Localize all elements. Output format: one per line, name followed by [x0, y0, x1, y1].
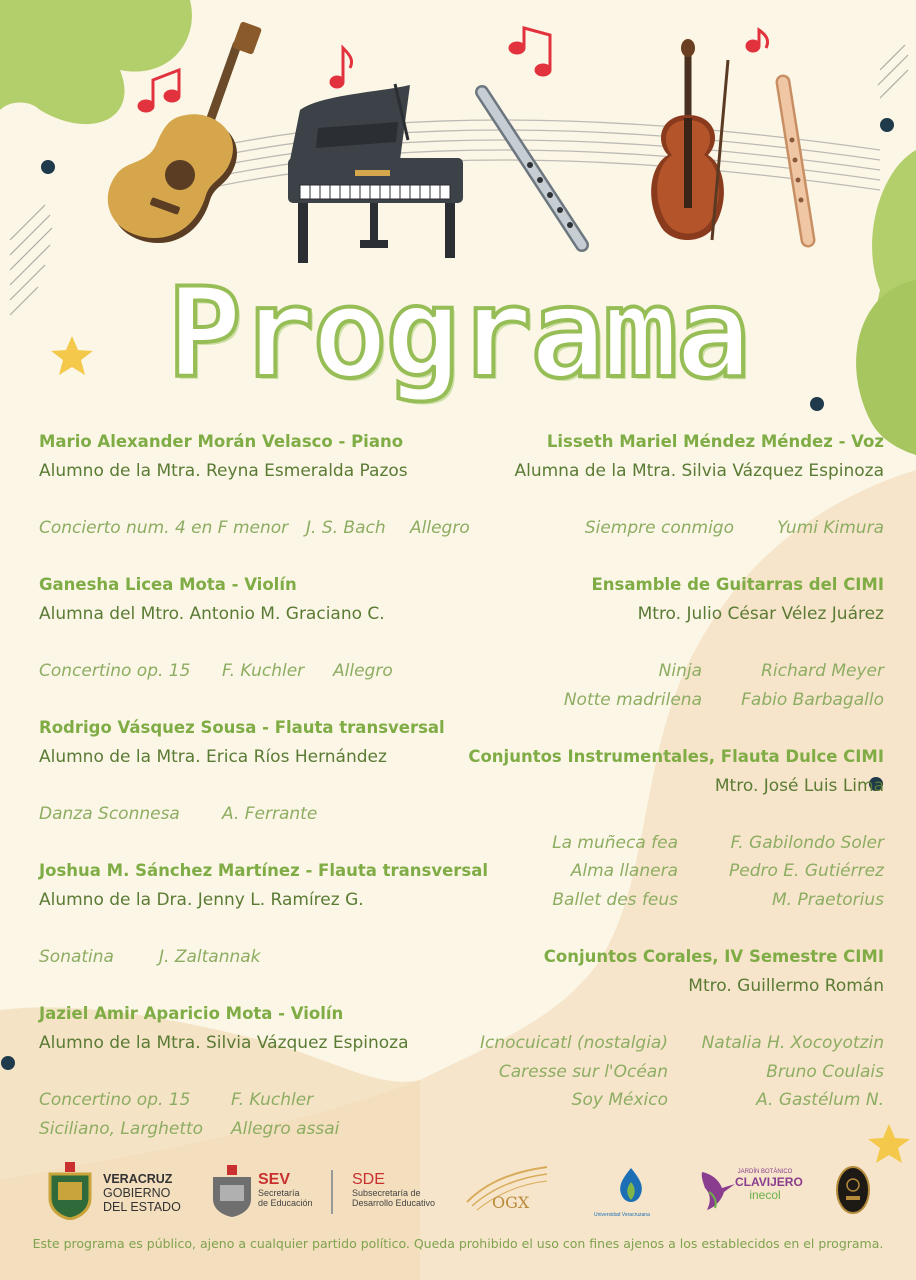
piece-movement: Allegro assai [231, 1119, 340, 1139]
recorder-icon [783, 82, 808, 240]
teacher-line: Alumna de la Mtra. Silvia Vázquez Espinoza [514, 461, 884, 481]
piece-composer: F. Gabilondo Soler [730, 833, 884, 853]
teacher-line: Alumno de la Mtra. Erica Ríos Hernández [39, 747, 387, 767]
performer-name: Mario Alexander Morán Velasco - Piano [39, 432, 404, 451]
sde-logo-text [352, 1172, 435, 1208]
teacher-line: Mtro. Julio César Vélez Juárez [637, 604, 884, 624]
sev-shield-icon [210, 1165, 254, 1217]
piano-icon [288, 84, 463, 263]
logo-divider [331, 1170, 333, 1214]
logo-line: DEL ESTADO [103, 1200, 181, 1214]
piece-composer: Natalia H. Xocoyotzin [701, 1033, 884, 1053]
piece-title: Siciliano, Larghetto [39, 1119, 204, 1139]
logo-line: VERACRUZ [103, 1172, 173, 1186]
performer-name: Joshua M. Sánchez Martínez - Flauta transversal [39, 861, 489, 880]
piece-title: La muñeca fea [552, 833, 678, 853]
piece-title: Danza Sconnesa [39, 804, 180, 824]
piece-composer: M. Praetorius [771, 890, 884, 910]
clavijero-logo-text [735, 1168, 803, 1202]
logo-line: CLAVIJERO [735, 1175, 803, 1189]
piece-title: Alma llanera [570, 861, 678, 881]
medallion-logo-icon [836, 1166, 870, 1214]
flute-icon [482, 92, 582, 245]
piece-composer: F. Kuchler [222, 661, 305, 681]
performer-name: Ganesha Licea Mota - Violín [39, 575, 297, 594]
logo-line: de Educación [258, 1198, 313, 1208]
teacher-line: Alumno de la Mtra. Silvia Vázquez Espinoza [39, 1033, 409, 1053]
piece-title: Notte madrilena [563, 690, 702, 710]
piece-composer: A. Gastélum N. [756, 1090, 884, 1110]
performer-name: Rodrigo Vásquez Sousa - Flauta transversal [39, 718, 445, 737]
performer-name: Lisseth Mariel Méndez Méndez - Voz [546, 432, 884, 451]
piece-composer: F. Kuchler [231, 1090, 314, 1110]
sev-logo-text [258, 1172, 313, 1208]
teacher-line: Mtro. Guillermo Román [688, 976, 884, 996]
performer-name: Jaziel Amir Aparicio Mota - Violín [39, 1004, 344, 1023]
piece-composer: Fabio Barbagallo [741, 690, 884, 710]
logo-line: Desarrollo Educativo [352, 1198, 436, 1208]
piece-title: Soy México [571, 1090, 668, 1110]
piece-composer: A. Ferrante [222, 804, 318, 824]
piece-composer: J. Zaltannak [159, 947, 261, 967]
logo-line: Subsecretaría de [352, 1188, 421, 1198]
page-title: Programa [167, 262, 749, 406]
teacher-line: Alumno de la Mtra. Reyna Esmeralda Pazos [39, 461, 408, 481]
piece-title: Caresse sur l'Océan [498, 1062, 668, 1082]
uv-logo-text: Universidad Veracruzana [594, 1212, 650, 1218]
performer-name: Ensamble de Guitarras del CIMI [591, 575, 884, 594]
uv-flame-icon [612, 1166, 650, 1208]
logo-line: SDE [352, 1171, 385, 1188]
piece-movement: Allegro [410, 518, 470, 538]
logo-line: JARDÍN BOTÁNICO [737, 1169, 793, 1175]
piece-title: Siempre conmigo [584, 518, 734, 538]
piece-composer: Bruno Coulais [766, 1062, 884, 1082]
logo-line: GOBIERNO [103, 1186, 171, 1200]
teacher-line: Alumna del Mtro. Antonio M. Graciano C. [39, 604, 385, 624]
piece-title: Concertino op. 15 [39, 1090, 191, 1110]
logo-line: inecol [749, 1188, 781, 1202]
footer-disclaimer: Este programa es público, ajeno a cualquier partido político. Queda prohibido el uso con fines ajenos a los establecidos en el programa. [32, 1236, 884, 1251]
performer-name: Conjuntos Corales, IV Semestre CIMI [543, 947, 884, 966]
piece-title: Concierto num. 4 en F menor [39, 518, 289, 538]
ogx-logo-text: OGX [492, 1193, 530, 1212]
dot [1, 1056, 15, 1070]
veracruz-shield-icon [45, 1160, 95, 1220]
instruments-illustration [0, 0, 916, 280]
teacher-line: Alumno de la Dra. Jenny L. Ramírez G. [39, 890, 364, 910]
logo-line: SEV [258, 1171, 291, 1188]
piece-title: Ballet des feus [552, 890, 678, 910]
teacher-line: Mtro. José Luis Lima [714, 776, 884, 796]
logo-line: Secretaría [258, 1188, 300, 1198]
piece-title: Concertino op. 15 [39, 661, 191, 681]
performer-name: Conjuntos Instrumentales, Flauta Dulce CIMI [468, 747, 884, 766]
piece-title: Icnocuicatl (nostalgia) [480, 1033, 668, 1053]
hummingbird-icon [697, 1162, 737, 1212]
piece-composer: J. S. Bach [306, 518, 386, 538]
piece-title: Sonatina [39, 947, 114, 967]
veracruz-logo-text [103, 1172, 181, 1214]
piece-movement: Allegro [333, 661, 393, 681]
piece-composer: Pedro E. Gutiérrez [728, 861, 884, 881]
piece-title: Ninja [658, 661, 702, 681]
piece-composer: Richard Meyer [761, 661, 884, 681]
piece-composer: Yumi Kimura [777, 518, 884, 538]
guitar-icon [108, 21, 262, 243]
violin-icon [651, 39, 728, 240]
